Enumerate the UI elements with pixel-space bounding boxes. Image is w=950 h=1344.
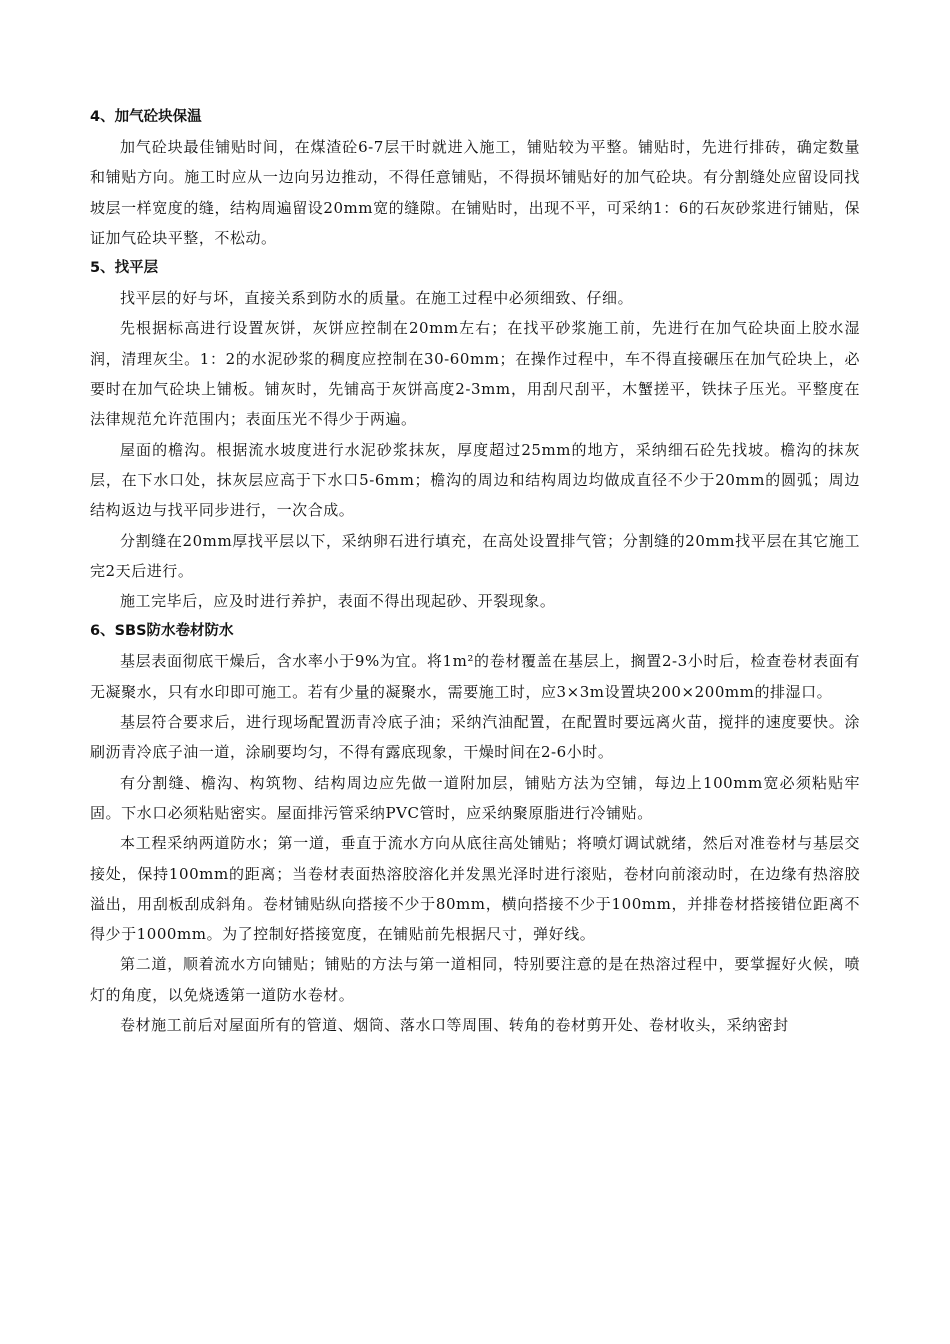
section-heading-5: 5、找平层 xyxy=(90,260,159,277)
paragraph: 找平层的好与坏，直接关系到防水的质量。在施工过程中必须细致、仔细。 xyxy=(120,289,634,308)
paragraph: 卷材施工前后对屋面所有的管道、烟筒、落水口等周围、转角的卷材剪开处、卷材收头，采纳密封 xyxy=(120,1016,789,1035)
paragraph: 有分割缝、檐沟、构筑物、结构周边应先做一道附加层，铺贴方法为空铺，每边上100mm宽必须粘贴牢固。下水口必须粘贴密实。屋面排污管采纳PVC管时，应采纳聚原脂进行冷铺贴。 xyxy=(90,773,860,822)
paragraph: 施工完毕后，应及时进行养护，表面不得出现起砂、开裂现象。 xyxy=(120,592,556,611)
paragraph: 基层表面彻底干燥后，含水率小于9%为宜。将1m²的卷材覆盖在基层上，搁置2-3小时后，检查卷材表面有无凝聚水，只有水印即可施工。若有少量的凝聚水，需要施工时，应3×3m设置块200×200mm的排湿口。 xyxy=(90,652,860,701)
section-heading-6: 6、SBS防水卷材防水 xyxy=(90,623,234,640)
paragraph: 第二道，顺着流水方向铺贴；铺贴的方法与第一道相同，特别要注意的是在热溶过程中，要掌握好火候，喷灯的角度，以免烧透第一道防水卷材。 xyxy=(90,955,860,1004)
paragraph: 分割缝在20mm厚找平层以下，采纳卵石进行填充，在高处设置排气管；分割缝的20mm找平层在其它施工完2天后进行。 xyxy=(90,531,860,580)
paragraph: 本工程采纳两道防水；第一道，垂直于流水方向从底往高处铺贴；将喷灯调试就绪，然后对准卷材与基层交接处，保持100mm的距离；当卷材表面热溶胶溶化并发黑光泽时进行滚贴，卷材向前滚动时，在边缘有热溶胶溢出，用刮板刮成斜角。卷材铺贴纵向搭接不少于80mm，横向搭接不少于100mm，并排卷材搭接错位距离不得少于1000mm。为了控制好搭接宽度，在铺贴前先根据尺寸，弹好线。 xyxy=(90,834,860,944)
paragraph: 加气砼块最佳铺贴时间，在煤渣砼6-7层干时就进入施工，铺贴较为平整。铺贴时，先进行排砖，确定数量和铺贴方向。施工时应从一边向另边推动，不得任意铺贴，不得损坏铺贴好的加气砼块。有分割缝处应留设同找坡层一样宽度的缝，结构周遍留设20mm宽的缝隙。在铺贴时，出现不平，可采纳1：6的石灰砂浆进行铺贴，保证加气砼块平整，不松动。 xyxy=(90,138,860,247)
paragraph: 基层符合要求后，进行现场配置沥青冷底子油；采纳汽油配置，在配置时要远离火苗，搅拌的速度要快。涂刷沥青冷底子油一道，涂刷要均匀，不得有露底现象，干燥时间在2-6小时。 xyxy=(90,713,860,762)
paragraph: 屋面的檐沟。根据流水坡度进行水泥砂浆抹灰，厚度超过25mm的地方，采纳细石砼先找坡。檐沟的抹灰层，在下水口处，抹灰层应高于下水口5-6mm；檐沟的周边和结构周边均做成直径不少于20mm的圆弧；周边结构返边与找平同步进行，一次合成。 xyxy=(90,440,860,520)
section-heading-4: 4、加气砼块保温 xyxy=(90,109,202,125)
document-body xyxy=(90,102,860,1040)
paragraph: 先根据标高进行设置灰饼，灰饼应控制在20mm左右；在找平砂浆施工前，先进行在加气砼块面上胶水湿润，清理灰尘。1：2的水泥砂浆的稠度应控制在30-60mm；在操作过程中，车不得直接碾压在加气砼块上，必要时在加气砼块上铺板。铺灰时，先铺高于灰饼高度2-3mm，用刮尺刮平，木蟹搓平，铁抹子压光。平整度在法律规范允许范围内；表面压光不得少于两遍。 xyxy=(90,319,860,429)
